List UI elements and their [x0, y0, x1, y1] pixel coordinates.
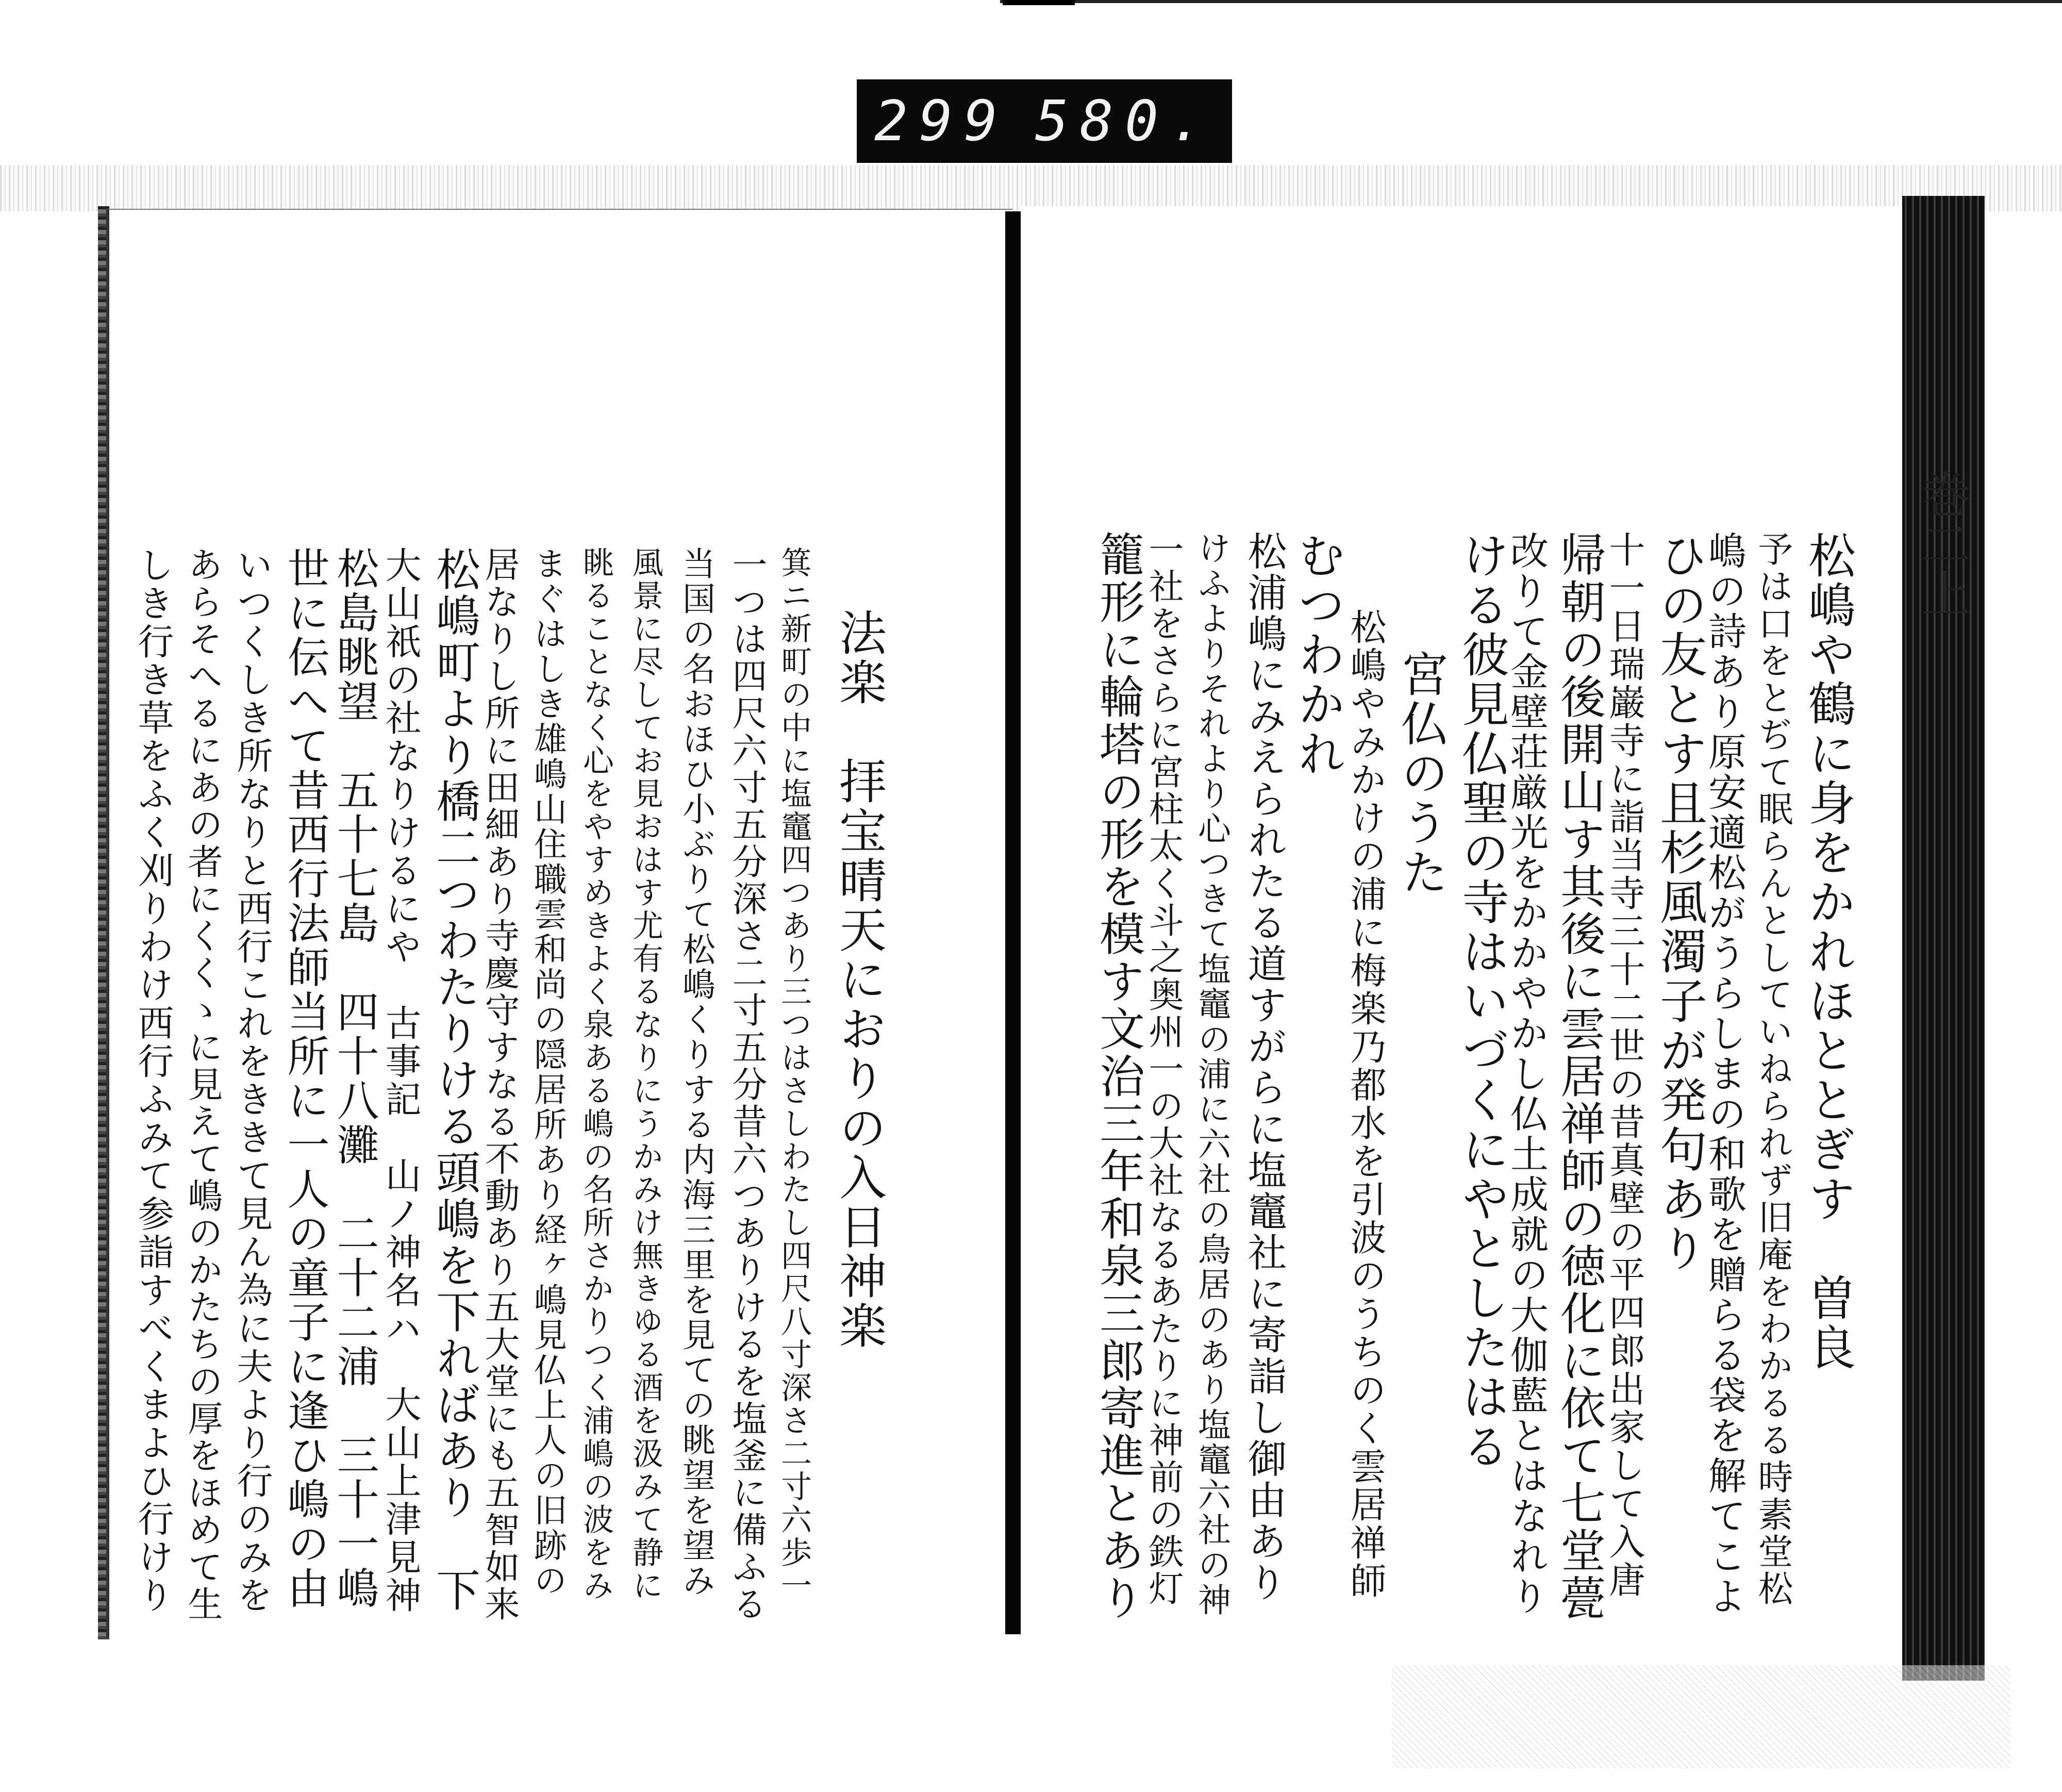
left-col-2: 箕ニ新町の中に塩竈四つあり三つはさしわたし四尺八寸深さ二寸六歩一 — [776, 546, 812, 1602]
left-col-4: 当国の名おほひ小ぶりて松嶋くりする内海三里を見ての眺望を望み — [677, 546, 715, 1598]
left-col-10: 大山祇の社なりけるにや 古事記 山ノ神名ハ 大山上津見神 — [379, 546, 422, 1615]
left-col-7: まぐはしき雄嶋山住職雲和尚の隠居所あり経ヶ嶋見仏上人の旧跡の — [528, 546, 567, 1598]
next-page-margin — [1985, 217, 2062, 1763]
left-col-5: 風景に尽してお見おはす尤有るなりにうかみけ無きゆる酒を汲みて静に — [627, 546, 663, 1602]
book-gutter — [1005, 211, 1021, 1634]
left-col-15: しき行き草をふく刈りわけ西行ふみて参詣すべくまよひ行けり — [132, 546, 174, 1615]
left-col-1: 法楽 拝宝晴天におりの入日神楽 — [832, 608, 887, 1351]
left-col-8: 居なりし所に田細あり寺慶守すなる不動あり五大堂にも五智如来 — [479, 546, 520, 1623]
right-col-12: 松浦嶋にみえられたる道すがらに塩竈社に寄詣し御由あり — [1241, 531, 1287, 1603]
margin-label: 巻二上 — [1914, 469, 1971, 618]
right-col-2: 予は口をとぢて眠らんとしていねられず旧庵をわかるる時素堂松 — [1752, 531, 1793, 1607]
right-col-13: けふよりそれより心つきて塩竈の浦に六社の鳥居のあり塩竈六社の神 — [1192, 531, 1230, 1618]
right-col-11: むつわかれ — [1290, 531, 1345, 778]
right-col-14: 一社をさらに宮柱太く斗之奥州一の大社なるあたりに神前の鉄灯 — [1143, 531, 1184, 1607]
left-col-13: いつくしき所なりと西行これをききて見ん為に夫より行のみを — [231, 546, 273, 1615]
left-col-9: 松嶋町より橋二つわたりける頭嶋を下ればあり 下 — [428, 546, 480, 1614]
left-col-6: 眺ることなく心をやすめきよく泉ある嶋の名所さかりつく浦嶋の波をみ — [578, 546, 614, 1602]
stacked-page-edges — [1902, 196, 1985, 1681]
frame-counter-right: 580. — [1035, 89, 1215, 154]
scan-noise-band — [0, 165, 2062, 211]
right-col-3: 嶋の詩あり原安適松がうらしまの和歌を贈らる袋を解てこよ — [1702, 531, 1747, 1617]
right-col-1: 松嶋や鶴に身をかれほととぎす 曽良 — [1801, 531, 1856, 1372]
left-col-3: 一つは四尺六寸五分深さ二寸五分昔六つありけるを塩釜に備ふる — [726, 546, 767, 1623]
left-col-12: 世に伝へて昔西行法師当所に一人の童子に逢ひ嶋の由 — [280, 546, 329, 1611]
right-col-5: 十一日瑞巌寺に詣当寺三十二世の昔真壁の平四郎出家して入唐 — [1603, 531, 1645, 1599]
frame-counter — [857, 79, 1232, 163]
right-col-15: 籠形に輪塔の形を模す文治三年和泉三郎寄進とあり — [1092, 531, 1145, 1622]
right-col-10: 松嶋やみかけの浦に梅楽乃都水を引波のうちのく雲居禅師 — [1344, 608, 1387, 1600]
right-col-9: 宮仏のうた — [1393, 650, 1449, 897]
right-col-8: ける彼見仏聖の寺はいづくにやとしたはる — [1454, 531, 1509, 1471]
right-col-7: 改りて金壁荘厳光をかかやかし仏土成就の大伽藍とはなれり — [1504, 531, 1549, 1617]
frame-counter-left: 299 — [874, 89, 1009, 154]
left-col-11: 松島眺望 五十七島 四十八灘 二十二浦 三十一嶋 — [330, 546, 379, 1611]
right-col-4: ひの友とす且杉風濁子が発句あり — [1652, 531, 1707, 1273]
top-edge-mark — [1003, 0, 1075, 5]
right-col-6: 帰朝の後開山す其後に雲居禅師の徳化に依て七堂甍 — [1553, 531, 1606, 1622]
scan-noise-bottom — [1392, 1665, 2010, 1768]
left-col-14: あらそへるにあの者にくくゝに見えて嶋のかたちの厚をほめて生 — [182, 546, 223, 1623]
top-edge-rule — [1000, 0, 2062, 3]
